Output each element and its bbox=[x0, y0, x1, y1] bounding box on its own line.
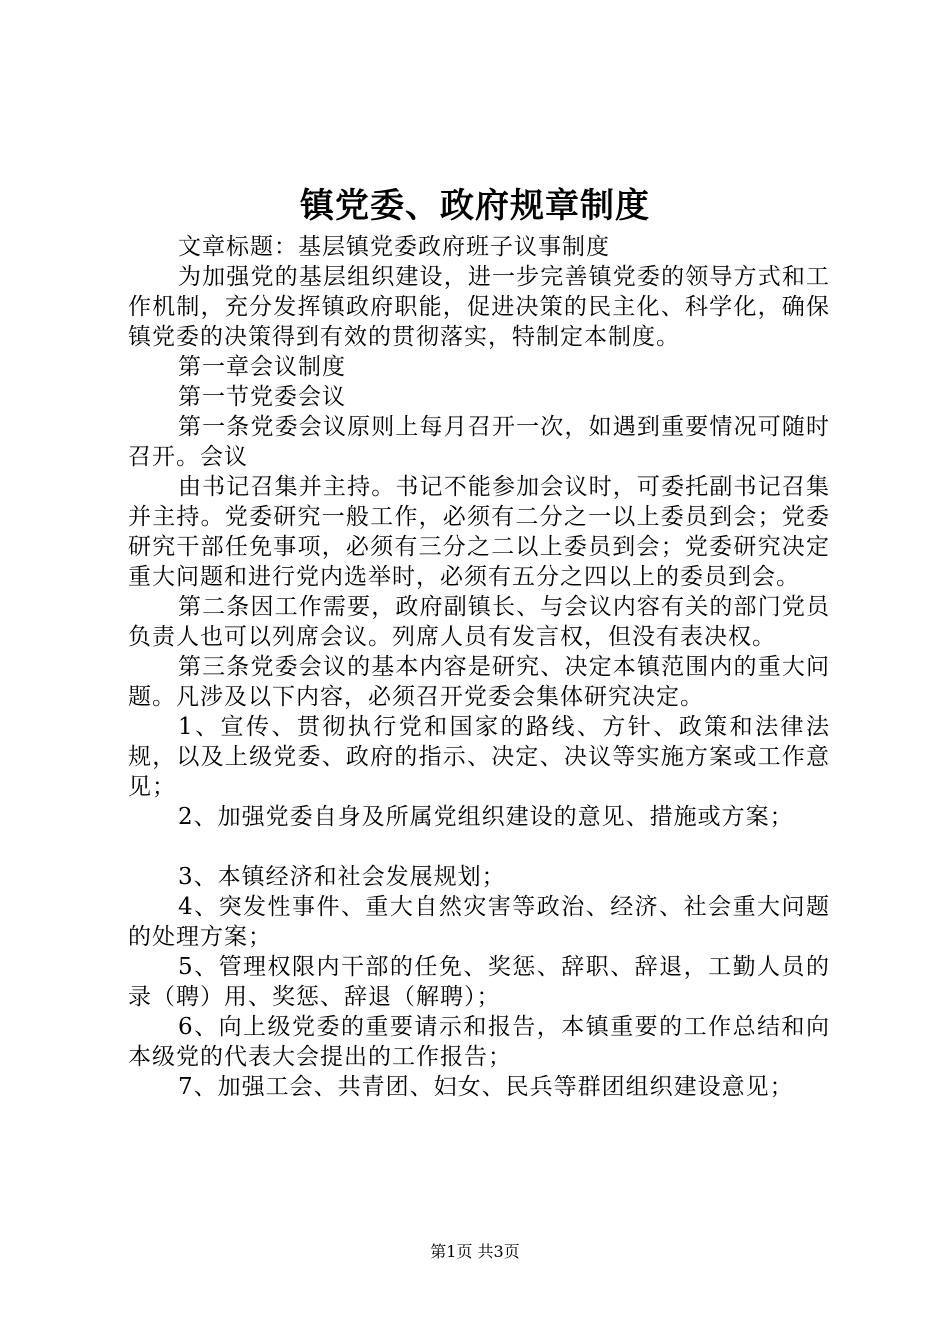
blank-line bbox=[128, 832, 830, 862]
list-item-4: 4、突发性事件、重大自然灾害等政治、经济、社会重大问题的处理方案； bbox=[128, 894, 830, 950]
list-item-3: 3、本镇经济和社会发展规划； bbox=[178, 864, 506, 890]
page-number: 第1页 共3页 bbox=[430, 1242, 520, 1261]
list-item-1: 1、宣传、贯彻执行党和国家的路线、方针、政策和法律法规，以及上级党委、政府的指示、决定、决议等实施方案或工作意见； bbox=[128, 714, 830, 800]
list-item-2: 2、加强党委自身及所属党组织建设的意见、措施或方案； bbox=[178, 804, 794, 830]
paragraph-article-1-cont: 由书记召集并主持。书记不能参加会议时，可委托副书记召集并主持。党委研究一般工作，必须有二分之一以上委员到会；党委研究干部任免事项，必须有三分之二以上委员到会；党委研究决定重大问题和进行党内选举时，必须有五分之四以上的委员到会。 bbox=[128, 474, 830, 590]
paragraph-preamble: 为加强党的基层组织建设，进一步完善镇党委的领导方式和工作机制，充分发挥镇政府职能，促进决策的民主化、科学化，确保镇党委的决策得到有效的贯彻落实，特制定本制度。 bbox=[128, 264, 830, 350]
paragraph-chapter-heading: 第一章会议制度 bbox=[178, 354, 346, 380]
document-body bbox=[128, 232, 830, 1102]
paragraph-article-2: 第二条因工作需要，政府副镇长、与会议内容有关的部门党员负责人也可以列席会议。列席人员有发言权，但没有表决权。 bbox=[128, 594, 830, 650]
list-item-7: 7、加强工会、共青团、妇女、民兵等群团组织建设意见； bbox=[178, 1074, 794, 1100]
paragraph-section-heading: 第一节党委会议 bbox=[178, 384, 346, 410]
document-title: 镇党委、政府规章制度 bbox=[300, 186, 650, 226]
list-item-6: 6、向上级党委的重要请示和报告，本镇重要的工作总结和向本级党的代表大会提出的工作报告； bbox=[128, 1014, 830, 1070]
paragraph-article-title: 文章标题：基层镇党委政府班子议事制度 bbox=[178, 234, 610, 260]
paragraph-article-3: 第三条党委会议的基本内容是研究、决定本镇范围内的重大问题。凡涉及以下内容，必须召开党委会集体研究决定。 bbox=[128, 654, 830, 710]
list-item-5: 5、管理权限内干部的任免、奖惩、辞职、辞退，工勤人员的录（聘）用、奖惩、辞退（解聘）； bbox=[128, 954, 830, 1010]
paragraph-article-1: 第一条党委会议原则上每月召开一次，如遇到重要情况可随时召开。会议 bbox=[128, 414, 830, 470]
